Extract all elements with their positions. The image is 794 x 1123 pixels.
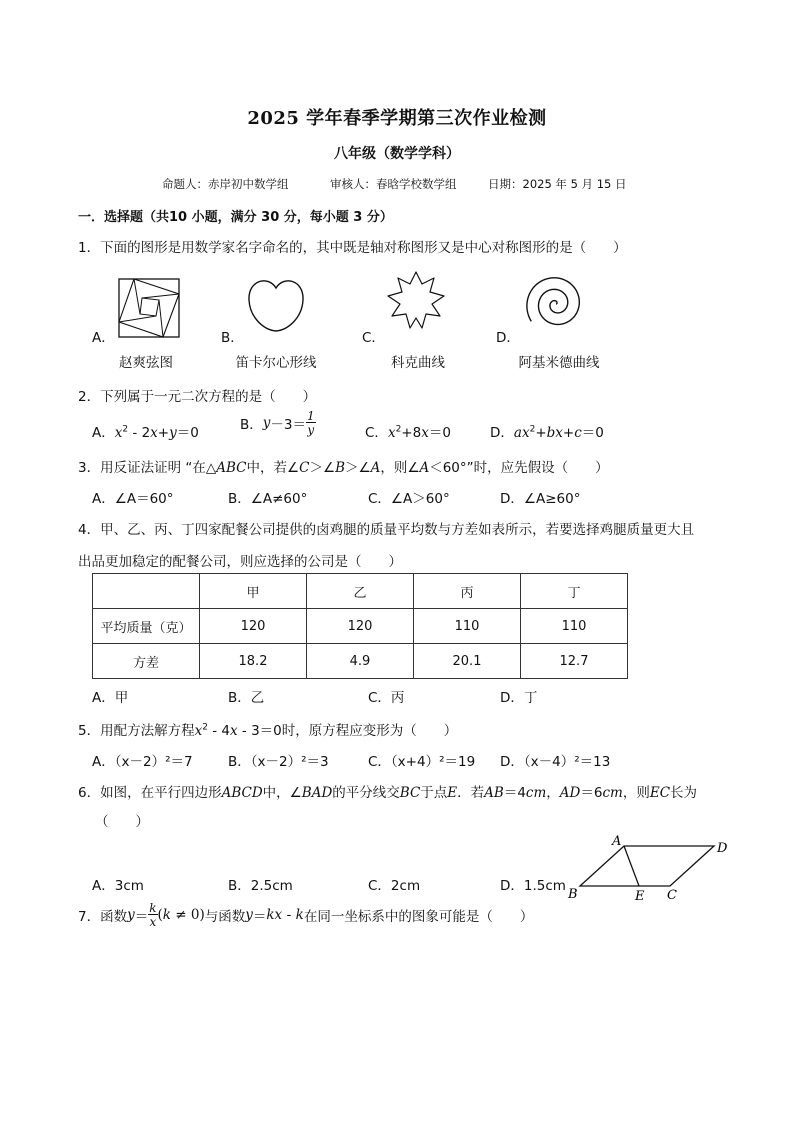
q7-stem-part-a: 7．函数	[78, 909, 128, 925]
table-header-row	[93, 574, 628, 609]
koch-snowflake-figure	[386, 270, 446, 334]
q1-caption-b: 笛卡尔心形线	[235, 355, 317, 371]
q2-option-b-label: B．	[240, 417, 263, 433]
vertex-label-b: B	[568, 887, 578, 902]
table-cell: 方差	[93, 644, 200, 679]
table-cell: 平均质量（克）	[93, 609, 200, 644]
q6-stem-part-c: 的平分线交	[332, 785, 400, 801]
table-cell: 20.1	[414, 644, 521, 679]
table-header-cell: 丁	[521, 574, 628, 609]
q7-stem-part-c: 在同一坐标系中的图象可能是（ ）	[303, 909, 534, 925]
q6-stem-part-b: 中，	[262, 785, 290, 801]
table-cell: 18.2	[200, 644, 307, 679]
question-4-stem-line2: 出品更加稳定的配餐公司，则应选择的公司是（ ）	[78, 554, 402, 570]
q5-option-a: A．（x－2）²＝7	[92, 754, 193, 770]
table-header-cell: 丙	[414, 574, 521, 609]
q3-stem-part-a: 3．用反证法证明 “在	[78, 460, 206, 476]
question-3-stem: 3．用反证法证明 “在△ABC中，若∠C＞∠B＞∠A，则∠A＜60°”时，应先假设（ ）	[78, 460, 609, 476]
q2-option-c: C．$x^2+8x=0$	[365, 424, 451, 441]
q2-option-c-label: C．	[365, 425, 388, 441]
q1-option-a-label: A．	[92, 330, 115, 346]
q2-option-d: D．$ax^2+bx+c=0$	[490, 424, 604, 441]
q2-fraction-denominator: y	[307, 423, 315, 437]
table-header-cell	[93, 574, 200, 609]
q2-option-a: A．$x^2 - 2x+y=0$	[92, 424, 199, 441]
author-line: 命题人：赤岸初中数学组	[162, 177, 289, 191]
question-2-stem: 2．下列属于一元二次方程的是（ ）	[78, 389, 317, 405]
vertex-label-a: A	[612, 834, 622, 849]
q6-stem-part-e: ．若	[457, 785, 485, 801]
table-cell: 120	[307, 609, 414, 644]
date-line: 日期：2025 年 5 月 15 日	[488, 177, 627, 191]
q3-option-c: C．∠A＞60°	[368, 491, 450, 507]
q6-stem-part-g: ，则	[622, 785, 650, 801]
parallelogram-figure	[566, 836, 734, 902]
page-title: 2025 学年春季学期第三次作业检测	[247, 108, 547, 129]
q4-option-b: B．乙	[228, 690, 265, 706]
table-cell: 110	[414, 609, 521, 644]
question-6-stem-line2: （ ）	[95, 814, 149, 830]
point-label-e: E	[635, 889, 645, 904]
q2-option-d-label: D．	[490, 425, 514, 441]
section-heading: 一．选择题（共10 小题，满分 30 分，每小题 3 分）	[78, 210, 393, 225]
q3-option-a: A．∠A＝60°	[92, 491, 174, 507]
table-header-cell: 乙	[307, 574, 414, 609]
q3-option-d: D．∠A≥60°	[500, 491, 581, 507]
question-1-stem: 1．下面的图形是用数学家名字命名的，其中既是轴对称图形又是中心对称图形的是（ ）	[78, 240, 627, 256]
q3-stem-part-c: ，则	[380, 460, 408, 476]
q5-option-c: C．（x+4）²＝19	[368, 754, 476, 770]
zhao-shuang-diagram-figure	[118, 278, 182, 340]
q3-option-b: B．∠A≠60°	[228, 491, 308, 507]
q4-option-d: D．丁	[500, 690, 538, 706]
q5-option-b: B．（x－2）²＝3	[228, 754, 329, 770]
q7-fraction-numerator: k	[149, 901, 157, 915]
q5-stem-part-a: 5．用配方法解方程	[78, 723, 195, 739]
q4-option-a: A．甲	[92, 690, 129, 706]
q6-option-c: C．2cm	[368, 878, 421, 894]
q5-stem-part-b: 时，原方程应变形为（ ）	[281, 723, 458, 739]
q6-option-a: A．3cm	[92, 878, 144, 894]
table-row	[93, 609, 628, 644]
q6-stem-part-h: 长为	[670, 785, 698, 801]
page-subtitle: 八年级（数学学科）	[334, 146, 460, 162]
q3-stem-part-b: 中，若	[246, 460, 288, 476]
table-cell: 4.9	[307, 644, 414, 679]
question-7-stem: 7．函数y＝ $\frac{k}{x}$ (k ≠ 0)与函数y＝kx - k在同一坐标系中的图象可能是（ ）	[78, 901, 534, 929]
q1-option-d-label: D．	[496, 330, 520, 346]
archimedean-spiral-figure	[522, 270, 588, 334]
reviewer-line: 审核人：春晗学校数学组	[330, 177, 457, 191]
q7-fraction-denominator: x	[149, 915, 157, 929]
q6-stem-part-a: 6．如图，在平行四边形	[78, 785, 222, 801]
table-header-cell: 甲	[200, 574, 307, 609]
q1-caption-a: 赵爽弦图	[119, 355, 173, 371]
table-cell: 12.7	[521, 644, 628, 679]
q4-option-c: C．丙	[368, 690, 405, 706]
q1-option-b-label: B．	[221, 330, 244, 346]
q1-caption-d: 阿基米德曲线	[518, 355, 600, 371]
question-6-stem: 6．如图，在平行四边形ABCD中，∠BAD的平分线交BC于点E．若AB＝4cm，AD＝6cm，则EC长为	[78, 785, 698, 801]
question-4-stem-line1: 4．甲、乙、丙、丁四家配餐公司提供的卤鸡腿的质量平均数与方差如表所示，若要选择鸡腿质量更大且	[78, 522, 695, 538]
q2-fraction-numerator: 1	[307, 409, 315, 423]
q7-stem-part-b: 与函数	[204, 909, 246, 925]
table-row	[93, 644, 628, 679]
question-5-stem: 5．用配方法解方程$x^2 - 4x - 3=0$时，原方程应变形为（ ）	[78, 722, 458, 739]
vertex-label-c: C	[667, 888, 677, 903]
q6-stem-part-d: 于点	[420, 785, 448, 801]
q6-option-b: B．2.5cm	[228, 878, 293, 894]
q2-option-a-label: A．	[92, 425, 115, 441]
table-cell: 120	[200, 609, 307, 644]
q1-caption-c: 科克曲线	[391, 355, 445, 371]
q1-option-c-label: C．	[362, 330, 385, 346]
q6-option-d: D．1.5cm	[500, 878, 566, 894]
q4-data-table	[92, 573, 628, 679]
vertex-label-d: D	[717, 841, 728, 856]
q6-stem-part-f: ，	[546, 785, 560, 801]
q5-option-d: D．（x－4）²＝13	[500, 754, 611, 770]
table-cell: 110	[521, 609, 628, 644]
q3-stem-part-d: ”时，应先假设（ ）	[466, 460, 609, 476]
q2-option-b: B．y－3＝ $\frac{1}{y}$	[240, 409, 315, 437]
cardioid-curve-figure	[246, 278, 306, 334]
